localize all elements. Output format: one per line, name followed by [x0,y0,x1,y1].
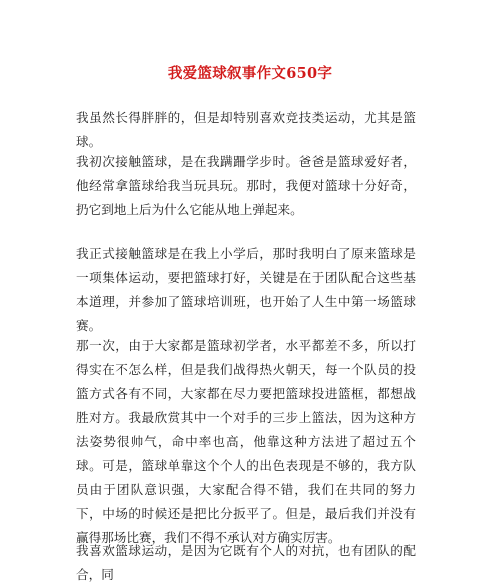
paragraph-2: 我初次接触篮球，是在我蹒跚学步时。爸爸是篮球爱好者，他经常拿篮球给我当玩具玩。那时，我便对篮球十分好奇，扔它到地上后为什么它能从地上弹起来。 [76,154,416,217]
document-title: 我爱篮球叙事作文650字 [167,65,333,82]
paragraph-3: 我正式接触篮球是在我上小学后，那时我明白了原来篮球是一项集体运动，要把篮球打好，关键是在于团队配合这些基本道理，并参加了篮球培训班，也开始了人生中第一场篮球赛。 [76,246,416,333]
paragraph-1: 我虽然长得胖胖的，但是却特别喜欢竞技类运动，尤其是篮球。 [76,110,416,149]
paragraph-4: 那一次，由于大家都是篮球初学者，水平都差不多，所以打得实在不怎么样，但是我们战得热火朝天，每一个队员的投篮方式各有不同，大家都在尽力要把篮球投进篮框，都想战胜对方。我最欣赏其中一个对手的三步上篮法，因为这种方法姿势很帅气，命中率也高，他靠这种方法进了超过五个球。可是，篮球单靠这个个人的出色表现是不够的，我方队员由于团队意识强，大家配合得不错，我们在共同的努力下，中场的时候还是把比分扳平了。但是，最后我们并没有赢得那场比赛，我们不得不承认对方确实厉害。 [76,338,416,545]
paragraph-5: 我喜欢篮球运动，是因为它既有个人的对抗，也有团队的配合，同 [76,543,416,582]
